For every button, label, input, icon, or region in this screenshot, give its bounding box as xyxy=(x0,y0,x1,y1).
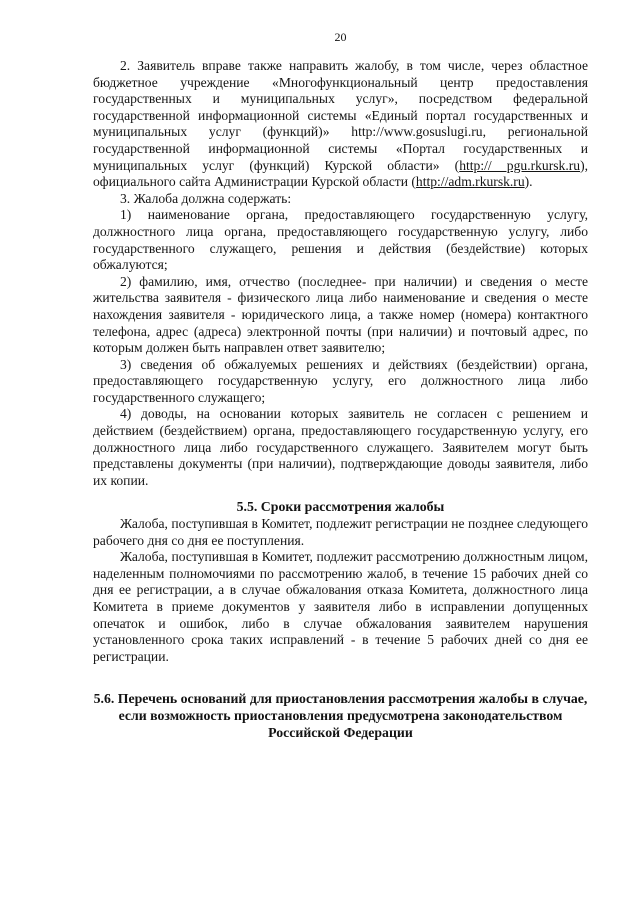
section-heading-5-5: 5.5. Сроки рассмотрения жалобы xyxy=(236,499,445,515)
adm-link[interactable]: http://adm.rkursk.ru xyxy=(415,174,525,190)
pgu-link[interactable]: http:// pgu.rkursk.ru xyxy=(459,157,581,173)
paragraph-alt-channels xyxy=(93,58,588,191)
paragraph-alt-channels-end: ). xyxy=(524,174,533,190)
paragraph-registration: Жалоба, поступившая в Комитет, подлежит регистрации не позднее следующего рабочего дня со дня ее поступления. xyxy=(93,516,588,548)
document-body xyxy=(93,58,588,741)
list-item-1: 1) наименование органа, предоставляющего государственную услугу, должностного лица органа, предоставляющего государственную услугу, либо государственного служащего, решения и действия (бездействие) которых обжалуются; xyxy=(93,207,588,273)
list-item-3: 3) сведения об обжалуемых решениях и действиях (бездействии) органа, предоставляющего государственную услугу, его должностного лица либо государственного служащего; xyxy=(93,356,588,405)
paragraph-complaint-contents: 3. Жалоба должна содержать: xyxy=(120,190,292,206)
list-item-2: 2) фамилию, имя, отчество (последнее- при наличии) и сведения о месте жительства заявителя - физического лица либо наименование и сведения о месте нахождения заявителя - юридического лица, а также номер (номера) контактного телефона, адрес (адреса) электронной почты (при наличии) и почтовый адрес, по которым должен быть направлен ответ заявителю; xyxy=(93,273,588,356)
paragraph-alt-channels-mid: ), официального сайта Администрации Курской области ( xyxy=(93,157,588,190)
page-number: 20 xyxy=(334,30,347,44)
paragraph-review-terms: Жалоба, поступившая в Комитет, подлежит рассмотрению должностным лицом, наделенным полномочиями по рассмотрению жалоб, в течение 15 рабочих дней со дня ее регистрации, а в случае обжалования отказа Комитета, должностного лица Комитета в приеме документов у заявителя либо в исправлении допущенных опечаток и ошибок, либо в случае обжалования заявителем нарушения установленного срока таких исправлений - в течение 5 рабочих дней со дня ее регистрации. xyxy=(93,549,588,664)
paragraph-alt-channels-text: 2. Заявитель вправе также направить жалобу, в том числе, через областное бюджетное учреждение «Многофункциональный центр предоставления государственных и муниципальных услуг», посредством федеральной государственной информационной системы «Единый портал государственных и муниципальных услуг (функций)» http://www.gosuslugi.ru, региональной государственной информационной системы «Портал государственных и муниципальных услуг (функций) Курской области» ( xyxy=(93,58,588,173)
list-item-4: 4) доводы, на основании которых заявитель не согласен с решением и действием (бездействием) органа, предоставляющего государственную услугу, его должностного лица либо государственного служащего. Заявителем могут быть представлены документы (при наличии), подтверждающие доводы заявителя, либо их копии. xyxy=(93,406,588,488)
section-heading-5-6: 5.6. Перечень оснований для приостановления рассмотрения жалобы в случае, если возможность приостановления предусмотрена законодательством Российской Федерации xyxy=(93,691,588,740)
